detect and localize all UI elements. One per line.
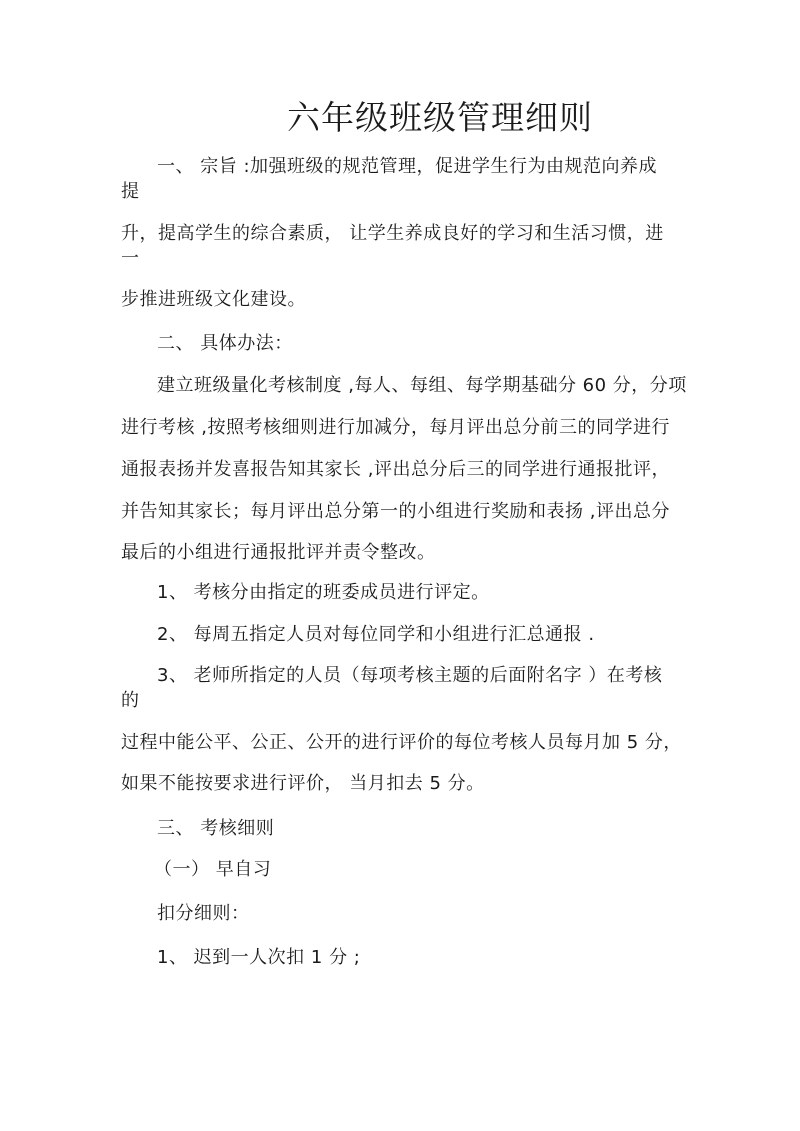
paragraph-line: 一、 宗旨 :加强班级的规范管理，促进学生行为由规范向养成 <box>157 156 658 177</box>
paragraph-line: 的 <box>121 690 140 711</box>
list-item: 1、 迟到一人次扣 1 分 ; <box>157 947 361 968</box>
paragraph-line: 通报表扬并发喜报告知其家长 ,评出总分后三的同学进行通报批评， <box>121 459 670 480</box>
paragraph-line: 扣分细则： <box>157 903 250 924</box>
document-title: 六年级班级管理细则 <box>287 98 593 137</box>
paragraph-line: 最后的小组进行通报批评并责令整改。 <box>121 542 436 563</box>
paragraph-line: 过程中能公平、公正、公开的进行评价的每位考核人员每月加 5 分， <box>121 732 682 753</box>
paragraph-line: 如果不能按要求进行评价， 当月扣去 5 分。 <box>121 773 485 794</box>
paragraph-line: 进行考核 ,按照考核细则进行加减分，每月评出总分前三的同学进行 <box>121 417 670 438</box>
section-heading: 三、 考核细则 <box>157 818 275 839</box>
paragraph-line: 提 <box>121 181 140 202</box>
list-item: 3、 老师所指定的人员（每项考核主题的后面附名字 ）在考核 <box>157 665 663 686</box>
paragraph-line: 步推进班级文化建设。 <box>121 289 306 310</box>
paragraph-line: 建立班级量化考核制度 ,每人、每组、每学期基础分 60 分，分项 <box>157 375 687 396</box>
paragraph-line: 升，提高学生的综合素质， 让学生养成良好的学习和生活习惯，进 <box>121 223 664 244</box>
list-item: 1、 考核分由指定的班委成员进行评定。 <box>157 582 490 603</box>
subsection-heading: （一） 早自习 <box>154 859 272 880</box>
section-heading: 二、 具体办法： <box>157 333 293 354</box>
paragraph-line: 一 <box>121 248 140 269</box>
paragraph-line: 并告知其家长；每月评出总分第一的小组进行奖励和表扬 ,评出总分 <box>121 501 670 522</box>
list-item: 2、 每周五指定人员对每位同学和小组进行汇总通报 . <box>157 624 595 645</box>
